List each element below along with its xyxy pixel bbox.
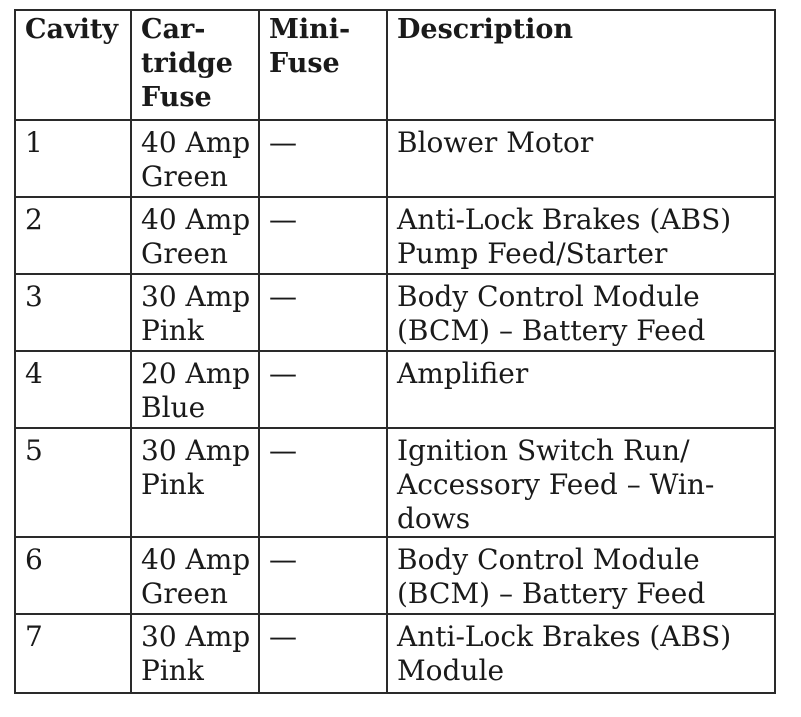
description-cell xyxy=(387,351,775,428)
cartridge-fuse-cell xyxy=(131,197,259,274)
table-row xyxy=(15,428,775,537)
header-row xyxy=(15,10,775,120)
header-cartridge-fuse xyxy=(131,10,259,120)
mini-fuse-value: — xyxy=(269,357,297,390)
cartridge-fuse-value: 30 Amp Pink xyxy=(141,620,251,687)
cartridge-fuse-cell xyxy=(131,537,259,614)
description-cell xyxy=(387,537,775,614)
description-value: Anti-Lock Brakes (ABS) Module xyxy=(397,620,732,687)
cartridge-fuse-value: 30 Amp Pink xyxy=(141,280,251,347)
mini-fuse-value: — xyxy=(269,543,297,576)
fuse-table xyxy=(14,9,776,694)
header-description-label: Description xyxy=(397,14,573,45)
table-row xyxy=(15,274,775,351)
mini-fuse-cell xyxy=(259,428,387,537)
mini-fuse-value: — xyxy=(269,620,297,653)
description-value: Body Control Module (BCM) – Battery Feed xyxy=(397,280,706,347)
cavity-value: 7 xyxy=(25,620,43,653)
description-value: Body Control Module (BCM) – Battery Feed xyxy=(397,543,706,610)
cavity-cell xyxy=(15,120,131,197)
description-cell xyxy=(387,120,775,197)
header-mini-fuse xyxy=(259,10,387,120)
cavity-value: 1 xyxy=(25,126,43,159)
cavity-value: 5 xyxy=(25,434,43,467)
description-cell xyxy=(387,614,775,693)
mini-fuse-cell xyxy=(259,197,387,274)
cartridge-fuse-cell xyxy=(131,428,259,537)
cavity-cell xyxy=(15,274,131,351)
mini-fuse-cell xyxy=(259,274,387,351)
cartridge-fuse-cell xyxy=(131,120,259,197)
table-row xyxy=(15,120,775,197)
table-row xyxy=(15,197,775,274)
header-cartridge-fuse-label: Car- tridge Fuse xyxy=(141,14,233,113)
description-value: Ignition Switch Run/ Accessory Feed – Win- dows xyxy=(397,434,715,535)
mini-fuse-cell xyxy=(259,537,387,614)
cavity-value: 4 xyxy=(25,357,43,390)
header-mini-fuse-label: Mini- Fuse xyxy=(269,14,351,79)
cavity-value: 2 xyxy=(25,203,43,236)
table-body xyxy=(15,120,775,693)
description-cell xyxy=(387,197,775,274)
description-value: Amplifier xyxy=(397,357,529,390)
description-value: Anti-Lock Brakes (ABS) Pump Feed/Starter xyxy=(397,203,732,270)
mini-fuse-value: — xyxy=(269,126,297,159)
mini-fuse-cell xyxy=(259,351,387,428)
cartridge-fuse-cell xyxy=(131,351,259,428)
cartridge-fuse-cell xyxy=(131,614,259,693)
table-row xyxy=(15,351,775,428)
cavity-cell xyxy=(15,351,131,428)
cartridge-fuse-cell xyxy=(131,274,259,351)
description-cell xyxy=(387,274,775,351)
mini-fuse-value: — xyxy=(269,434,297,467)
cartridge-fuse-value: 40 Amp Green xyxy=(141,126,251,193)
table-row xyxy=(15,537,775,614)
cartridge-fuse-value: 40 Amp Green xyxy=(141,203,251,270)
mini-fuse-value: — xyxy=(269,280,297,313)
cavity-cell xyxy=(15,614,131,693)
header-description xyxy=(387,10,775,120)
cartridge-fuse-value: 40 Amp Green xyxy=(141,543,251,610)
cartridge-fuse-value: 20 Amp Blue xyxy=(141,357,251,424)
table-row xyxy=(15,614,775,693)
cavity-cell xyxy=(15,537,131,614)
table-header xyxy=(15,10,775,120)
description-value: Blower Motor xyxy=(397,126,594,159)
header-cavity-label: Cavity xyxy=(25,14,119,45)
mini-fuse-value: — xyxy=(269,203,297,236)
mini-fuse-cell xyxy=(259,614,387,693)
cavity-cell xyxy=(15,197,131,274)
cartridge-fuse-value: 30 Amp Pink xyxy=(141,434,251,501)
description-cell xyxy=(387,428,775,537)
cavity-cell xyxy=(15,428,131,537)
mini-fuse-cell xyxy=(259,120,387,197)
cavity-value: 6 xyxy=(25,543,43,576)
header-cavity xyxy=(15,10,131,120)
cavity-value: 3 xyxy=(25,280,43,313)
